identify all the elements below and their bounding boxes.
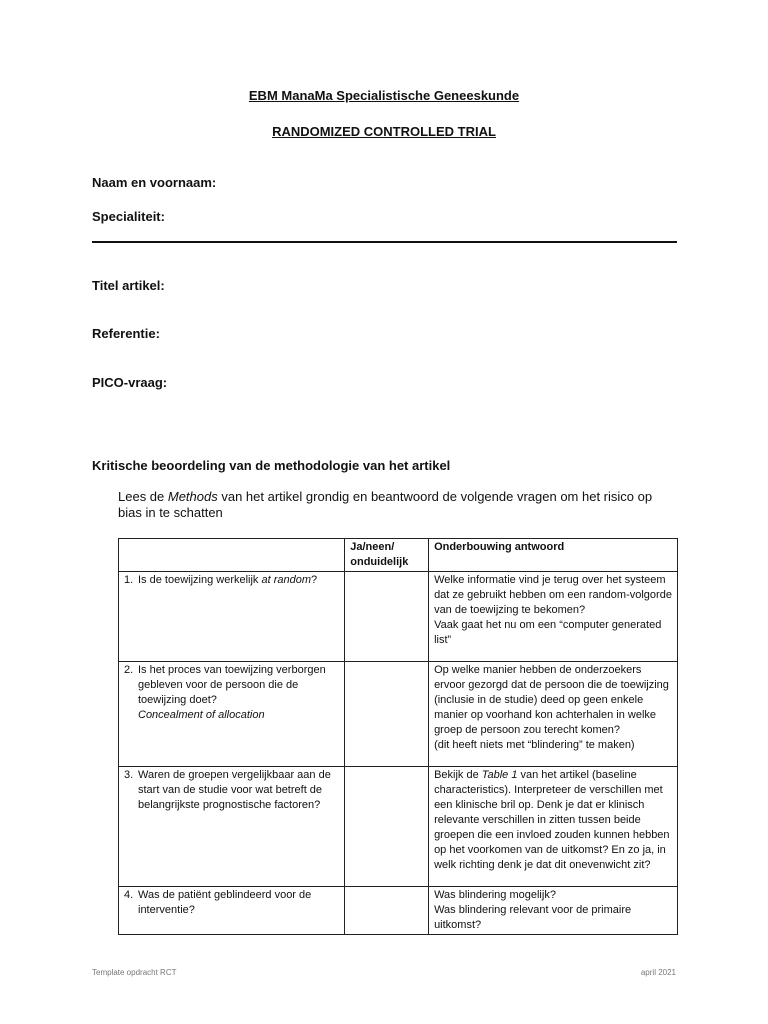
answer-cell[interactable]: [345, 767, 429, 887]
divider-line: [92, 241, 677, 243]
header-answer: Ja/neen/ onduidelijk: [345, 539, 429, 572]
answer-cell[interactable]: [345, 572, 429, 662]
justification-cell: Op welke manier hebben de onderzoekers ervoor gezorgd dat de persoon die de toewijzing (inclusie in de studie) deed op geen enkele manier op voorhand kon achterhalen in welke groep de persoon zou terecht komen? (dit heeft niets met “blindering” te maken): [429, 662, 678, 767]
table-row: [119, 662, 678, 767]
section-intro: Lees de Methods van het artikel grondig en beantwoord de volgende vragen om het risico op bias in te schatten: [118, 489, 653, 520]
question-cell: 4. Was de patiënt geblindeerd voor de interventie?: [119, 887, 345, 935]
justification-cell: Welke informatie vind je terug over het systeem dat ze gebruikt hebben om een random-volgorde van de toewijzing te bekomen? Vaak gaat het nu om een “computer generated list”: [429, 572, 678, 662]
justification-cell: Was blindering mogelijk? Was blindering relevant voor de primaire uitkomst?: [429, 887, 678, 935]
field-name-label: Naam en voornaam:: [92, 175, 217, 190]
question-cell: 2. Is het proces van toewijzing verborgen gebleven voor de persoon die de toewijzing doet? Concealment of allocation: [119, 662, 345, 767]
table-row: [119, 767, 678, 887]
justification-cell: Bekijk de Table 1 van het artikel (baseline characteristics). Interpreteer de verschillen met een klinische bril op. Denk je dat er klinisch relevante verschillen in zitten tussen beide groepen die een invloed zouden kunnen hebben op het voorkomen van de uitkomst? En zo ja, in welk richting denk je dat dit onevenwicht zit?: [429, 767, 678, 887]
header-justification: Onderbouwing antwoord: [429, 539, 678, 572]
table-header-row: [119, 539, 678, 572]
question-cell: 1. Is de toewijzing werkelijk at random?: [119, 572, 345, 662]
field-specialty-label: Specialiteit:: [92, 209, 165, 224]
field-article-title-label: Titel artikel:: [92, 278, 165, 293]
field-reference-label: Referentie:: [92, 326, 160, 341]
document-title: EBM ManaMa Specialistische Geneeskunde: [248, 88, 520, 103]
answer-cell[interactable]: [345, 887, 429, 935]
assessment-table: [118, 538, 678, 935]
footer-right: april 2021: [640, 968, 676, 977]
table-row: [119, 887, 678, 935]
section-heading: Kritische beoordeling van de methodologie van het artikel: [92, 458, 451, 473]
question-cell: 3. Waren de groepen vergelijkbaar aan de start van de studie voor wat betreft de belangrijkste prognostische factoren?: [119, 767, 345, 887]
document-subtitle: RANDOMIZED CONTROLLED TRIAL: [272, 124, 496, 139]
answer-cell[interactable]: [345, 662, 429, 767]
field-pico-label: PICO-vraag:: [92, 375, 168, 390]
table-row: [119, 572, 678, 662]
footer-left: Template opdracht RCT: [92, 968, 177, 977]
header-question: [119, 539, 345, 572]
